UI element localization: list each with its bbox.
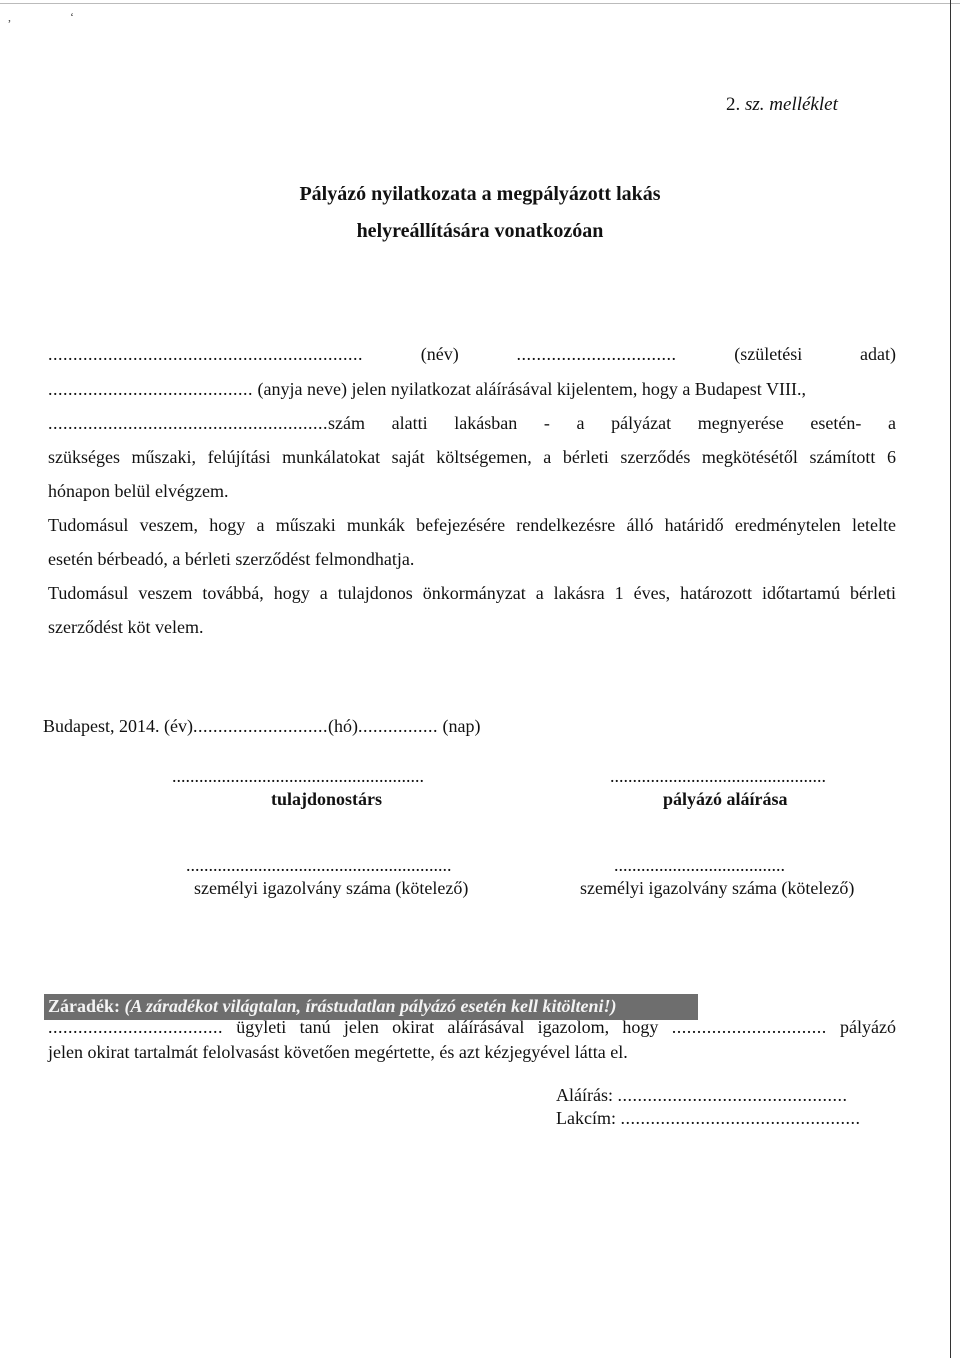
scan-speck: , [8, 10, 11, 24]
applicant-id-label: személyi igazolvány száma (kötelező) [580, 878, 855, 898]
applicant-signature-label: pályázó aláírása [663, 789, 788, 809]
body-text: (anyja neve) jelen nyilatkozat aláírásával kijelentem, hogy a Budapest VIII., [257, 379, 806, 399]
clause-heading [48, 996, 617, 1017]
witness-address-line [556, 1108, 860, 1129]
birth-label: (születési adat) [734, 344, 896, 364]
month-fill-dots: ........................... [192, 716, 328, 736]
date-month-label: (hó) [327, 716, 358, 736]
date-day-label: (nap) [442, 716, 481, 736]
body-line-2 [48, 379, 896, 400]
clause-text-end: pályázó [840, 1017, 896, 1037]
body-line-1 [48, 344, 896, 365]
applicant-fill-dots: ............................... [671, 1017, 827, 1037]
co-owner-id-dots: ........................................................... [186, 855, 452, 875]
date-year-label: Budapest, 2014. (év) [43, 716, 193, 736]
body-line-9: szerződést köt velem. [48, 617, 204, 637]
clause-note: (A záradékot világtalan, írástudatlan pályázó esetén kell kitölteni!) [124, 996, 617, 1016]
day-fill-dots: ................ [357, 716, 438, 736]
scan-speck: ‘ [70, 10, 74, 24]
document-title-line-1: Pályázó nyilatkozata a megpályázott lakás [299, 183, 661, 205]
address-label: Lakcím: [556, 1108, 616, 1128]
witness-fill-dots: ................................... [48, 1017, 223, 1037]
body-text: szám alatti lakásban - a pályázat megnyerése esetén- a [328, 413, 896, 433]
document-title-line-2: helyreállítására vonatkozóan [356, 220, 604, 242]
clause-line-1 [48, 1017, 896, 1038]
applicant-signature-dots: ................................................ [610, 766, 826, 786]
name-label: (név) [420, 344, 459, 364]
body-line-6: Tudomásul veszem, hogy a műszaki munkák befejezésére rendelkezésre álló határidő eredménytelen letelte [48, 515, 896, 535]
co-owner-id-label: személyi igazolvány száma (kötelező) [194, 878, 469, 898]
annex-text: sz. melléklet [745, 94, 838, 115]
clause-line-2: jelen okirat tartalmát felolvasást követően megértette, és azt kézjegyével látta el. [48, 1042, 628, 1062]
signature-fill-dots: .............................................. [617, 1085, 848, 1105]
address-fill-dots: ........................................................ [48, 413, 328, 433]
witness-signature-line [556, 1085, 847, 1106]
clause-text: ügyleti tanú jelen okirat aláírásával igazolom, hogy [236, 1017, 659, 1037]
body-line-4: szükséges műszaki, felújítási munkálatokat saját költségemen, a bérleti szerződés megkötésétől számított 6 [48, 447, 896, 467]
signature-label: Aláírás: [556, 1085, 613, 1105]
date-line [43, 716, 480, 737]
body-line-5: hónapon belül elvégzem. [48, 481, 229, 501]
scan-edge-top [0, 3, 960, 4]
applicant-id-dots: ...................................... [614, 855, 785, 875]
body-line-7: esetén bérbeadó, a bérleti szerződést felmondhatja. [48, 549, 415, 569]
body-line-3 [48, 413, 896, 434]
birth-fill-dots: ................................ [516, 344, 677, 364]
co-owner-label: tulajdonostárs [271, 789, 383, 809]
annex-number: 2. [726, 94, 741, 115]
mother-fill-dots: ......................................... [48, 379, 253, 399]
body-line-8: Tudomásul veszem továbbá, hogy a tulajdonos önkormányzat a lakásra 1 éves, határozott időtartamú bérleti [48, 583, 896, 603]
name-fill-dots: ............................................................... [48, 344, 363, 364]
address-fill-dots: ................................................ [620, 1108, 861, 1128]
clause-label: Záradék: [48, 996, 120, 1016]
co-owner-signature-dots: ........................................................ [172, 766, 424, 786]
annex-label [726, 94, 838, 116]
